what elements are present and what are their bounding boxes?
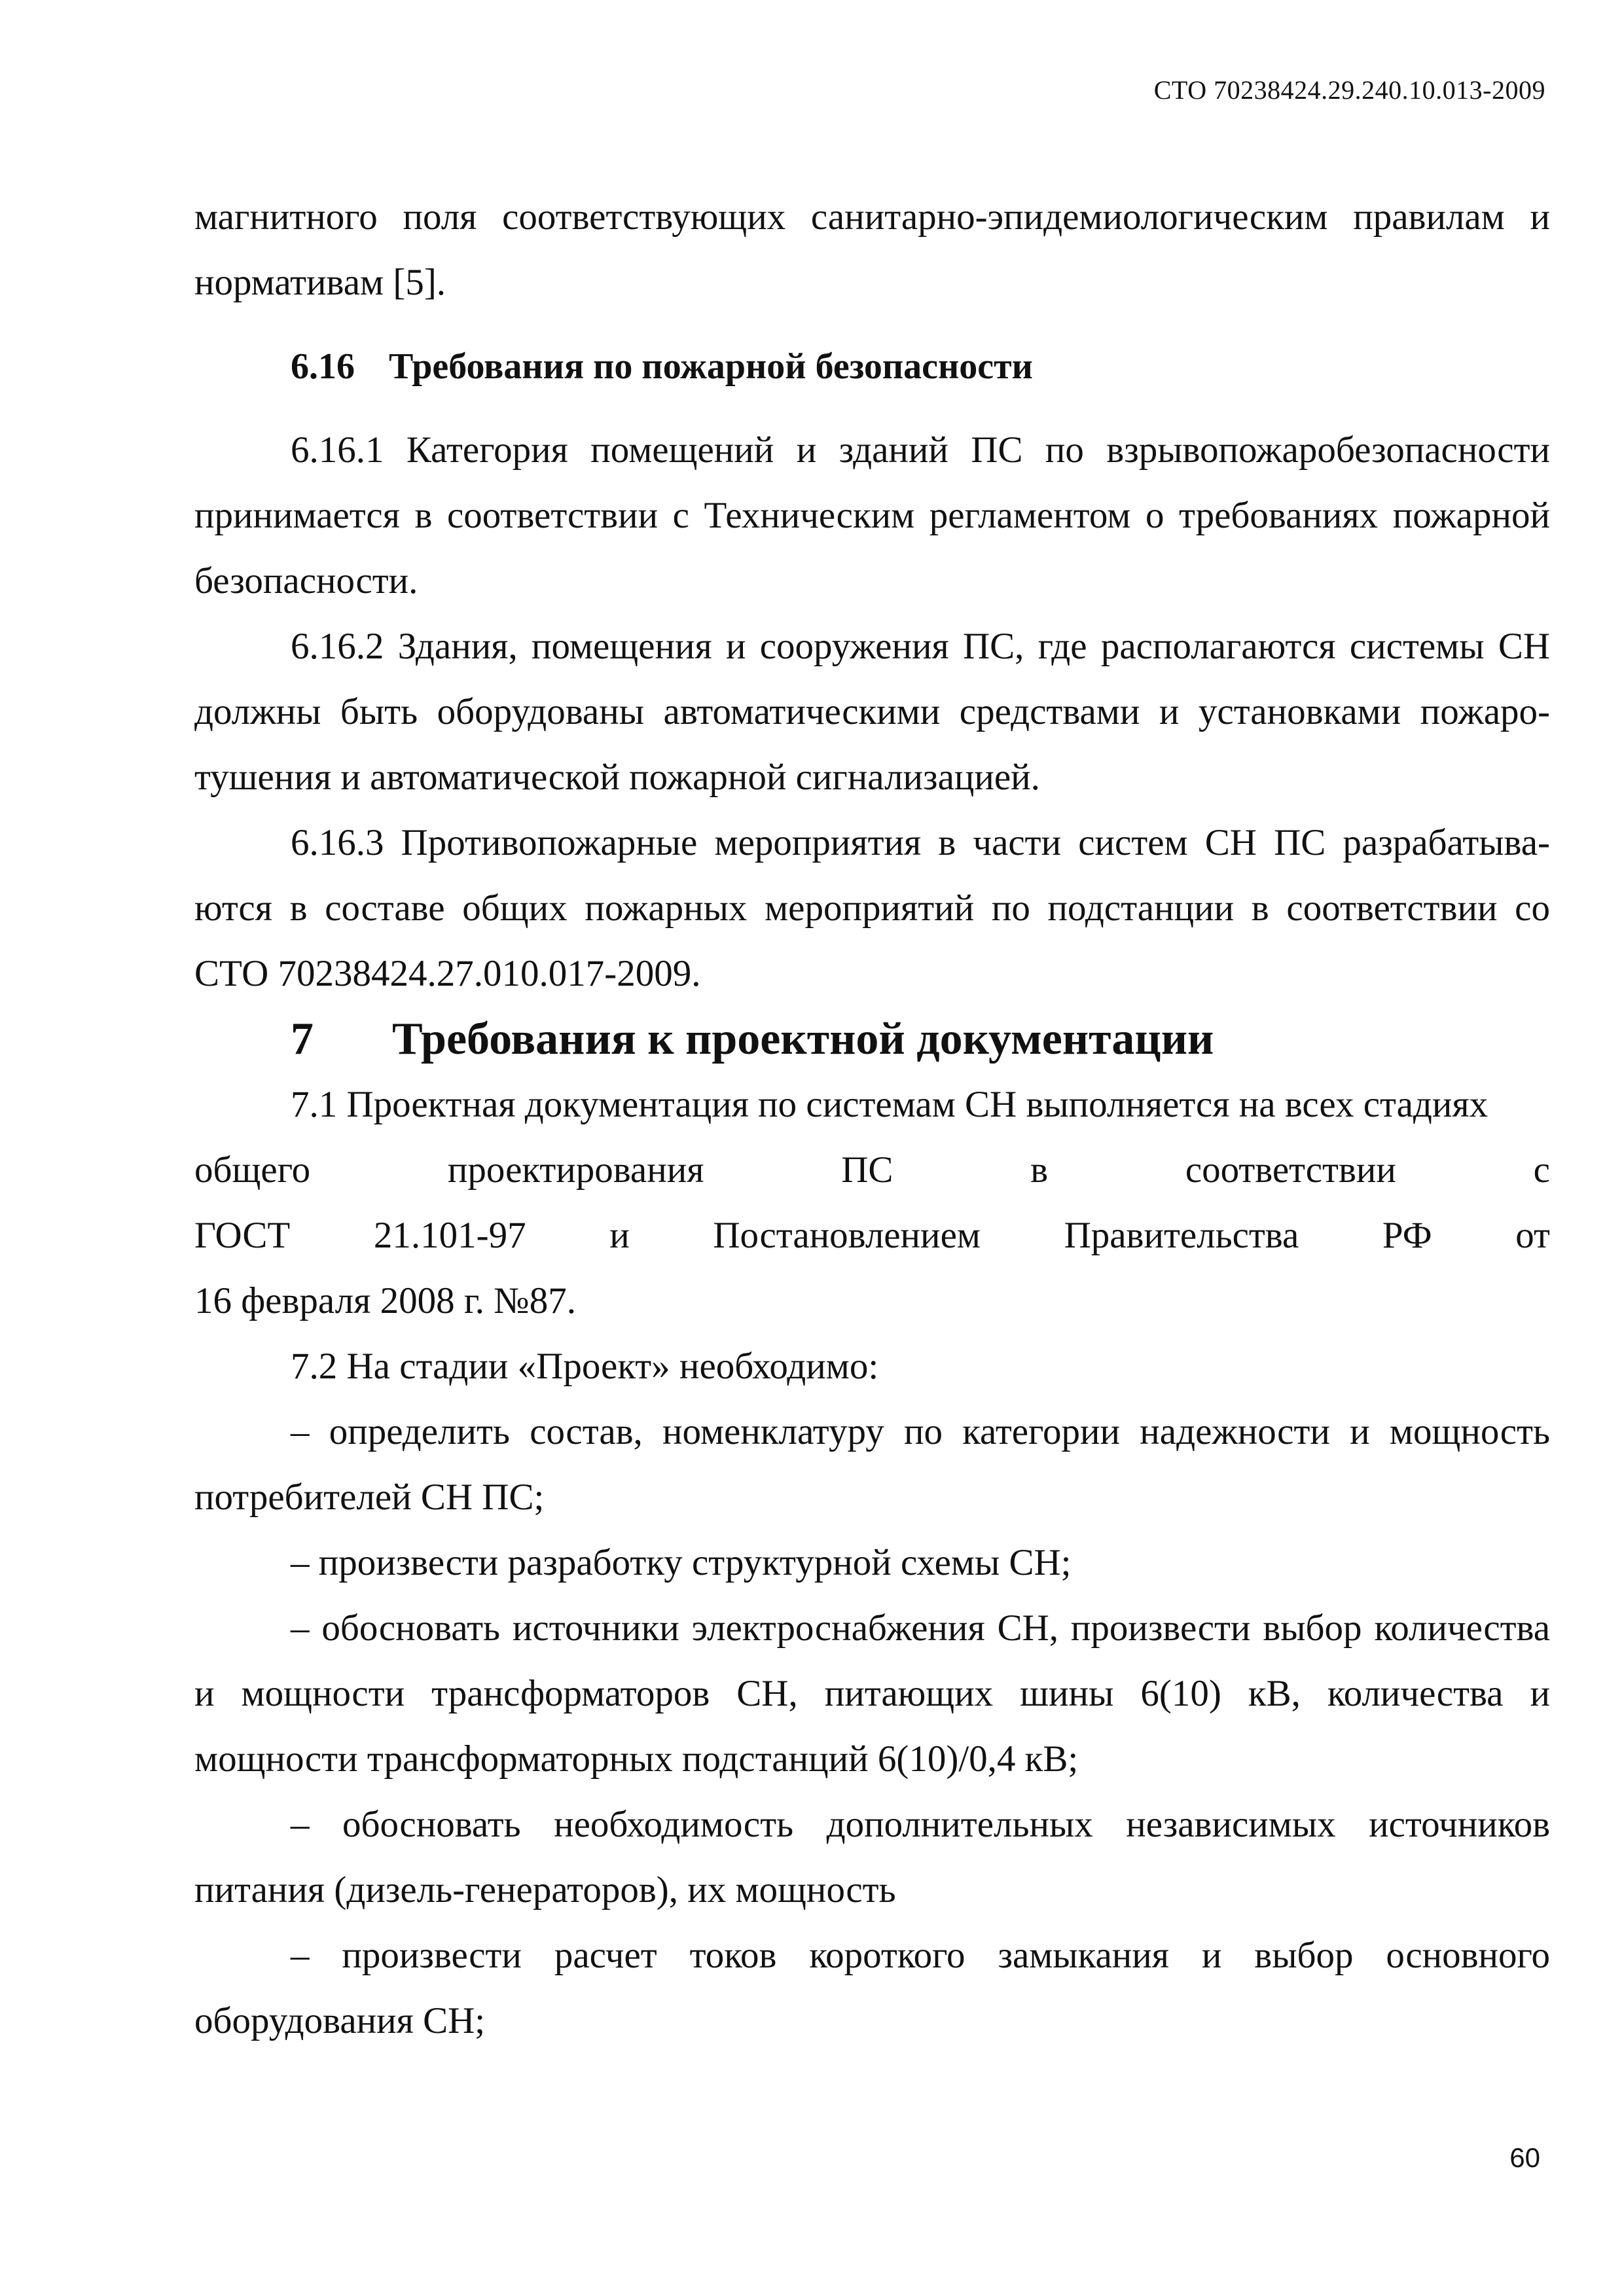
word: от	[1515, 1215, 1550, 1256]
section-title: Требования к проектной документации	[392, 1014, 1214, 1064]
document-code-header: СТО 70238424.29.240.10.013-2009	[1153, 75, 1545, 105]
section-title: Требования по пожарной безопасности	[389, 346, 1033, 387]
word: 21.101-97	[373, 1215, 526, 1256]
paragraph-7-1-line-3	[194, 1203, 1550, 1268]
word: соответствии	[1185, 1149, 1396, 1191]
section-number: 7	[291, 1014, 314, 1064]
paragraph-6-16-3: 6.16.3 Противопожарные мероприятия в части систем СН ПС разрабатыва-ются в составе общих пожарных мероприятий по подстанции в соответствии со СТО 70238424.27.010.017-2009.	[194, 822, 1550, 994]
paragraph-7-1-line-1: 7.1 Проектная документация по системам СН выполняется на всех стадиях	[291, 1084, 1489, 1125]
word: и	[609, 1215, 630, 1256]
word: ГОСТ	[194, 1215, 291, 1256]
word: в	[1030, 1149, 1049, 1191]
paragraph-6-16-1: 6.16.1 Категория помещений и зданий ПС по взрывопожаробезопасности принимается в соответствии с Техническим регламентом о требованиях пожарной безопасности.	[194, 429, 1550, 601]
word: ПС	[841, 1149, 893, 1191]
paragraph-7-1-line-4: 16 февраля 2008 г. №87.	[194, 1280, 576, 1321]
list-item: – произвести расчет токов короткого замыкания и выбор основного оборудования СН;	[194, 1935, 1550, 2041]
word: Постановлением	[713, 1215, 981, 1256]
paragraph-7-2: 7.2 На стадии «Проект» необходимо:	[291, 1346, 879, 1387]
section-heading-6-16	[194, 334, 1550, 399]
page-number: 60	[1509, 2142, 1540, 2173]
word: общего	[194, 1149, 311, 1191]
word: с	[1533, 1149, 1550, 1191]
section-number: 6.16	[291, 346, 355, 387]
section-heading-7	[194, 1007, 1550, 1072]
paragraph-6-16-2: 6.16.2 Здания, помещения и сооружения ПС, где располагаются системы СН должны быть оборудованы автоматическими средствами и установками пожаро-тушения и автоматической пожарной сигнализацией.	[194, 626, 1550, 798]
word: проектирования	[447, 1149, 704, 1191]
list-item: – обосновать источники электроснабжения СН, произвести выбор количества и мощности трансформаторов СН, питающих шины 6(10) кВ, количества и мощности трансформаторных подстанций 6(10)/0,4 кВ;	[194, 1607, 1550, 1780]
page-body	[194, 185, 1550, 2054]
list-item: – произвести разработку структурной схемы СН;	[291, 1542, 1072, 1583]
word: РФ	[1382, 1215, 1432, 1256]
paragraph-continuation: магнитного поля соответствующих санитарно-эпидемиологическим правилам и нормативам [5].	[194, 196, 1550, 303]
list-item: – обосновать необходимость дополнительных независимых источников питания (дизель-генераторов), их мощность	[194, 1804, 1550, 1910]
word: Правительства	[1064, 1215, 1299, 1256]
paragraph-7-1-line-2	[194, 1138, 1550, 1203]
list-item: – определить состав, номенклатуру по категории надежности и мощность потребителей СН ПС;	[194, 1411, 1550, 1518]
